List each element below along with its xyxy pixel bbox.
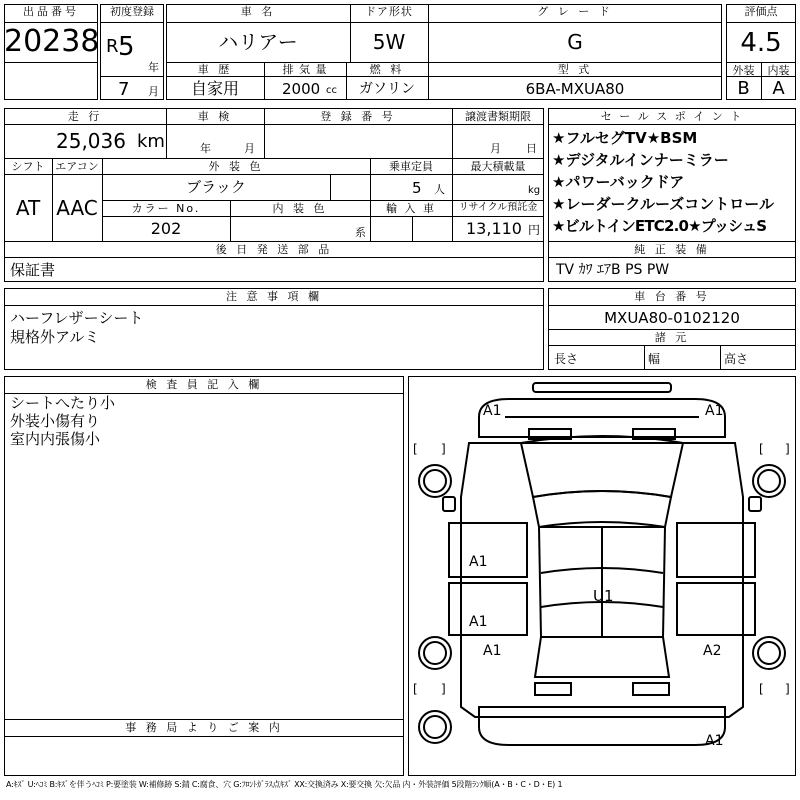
month-unit: 月	[148, 85, 159, 98]
reg-number-label: 登 録 番 号	[320, 110, 396, 123]
exterior-score: B	[737, 78, 750, 99]
sales-point-item: ★レーダークルーズコントロール	[552, 195, 774, 213]
interior-color-label: 内 装 色	[272, 202, 328, 215]
svg-text:[: [	[413, 442, 418, 456]
mark-right-rear: A2	[703, 643, 722, 659]
shift-label: シフト	[11, 160, 45, 173]
color-number: 202	[150, 219, 182, 238]
mark-front-left: A1	[483, 403, 502, 419]
svg-text:[: [	[759, 442, 764, 456]
body-color: ブラック	[186, 178, 246, 196]
recycle-fee: 13,110	[466, 219, 522, 238]
dimensions-label: 諸 元	[654, 331, 690, 344]
exterior-label: 外装	[732, 64, 755, 77]
car-name: ハリアー	[218, 30, 298, 54]
interior-score: A	[772, 78, 785, 99]
inspection-label: 車 検	[197, 110, 233, 123]
equipment: TV ｶﾜ ｴｱB PS PW	[556, 262, 670, 278]
color-number-label: カラー No.	[131, 202, 201, 215]
displacement-label: 排 気 量	[282, 63, 328, 76]
fuel: ガソリン	[359, 81, 415, 97]
inspector-line: 室内内張傷小	[10, 430, 101, 448]
mileage-label: 走 行	[67, 110, 103, 123]
sales-points-label: セ ー ル ス ポ イ ン ト	[600, 110, 744, 123]
displacement: 2000	[282, 80, 321, 98]
history: 自家用	[190, 79, 239, 98]
mark-roof: U1	[593, 587, 614, 605]
chassis-number: MXUA80-0102120	[604, 309, 740, 327]
interior-label: 内装	[767, 64, 790, 77]
recycle-fee-unit: 円	[528, 223, 541, 237]
ac: AAC	[56, 196, 98, 220]
mark-left-rear: A1	[483, 643, 502, 659]
mark-left-rear-door: A1	[469, 614, 488, 630]
office-label: 事 務 局 よ り ご 案 内	[125, 721, 283, 734]
import-label: 輸 入 車	[386, 202, 436, 215]
height-label: 高さ	[724, 352, 749, 366]
svg-text:]: ]	[441, 442, 446, 456]
svg-text:[: [	[759, 682, 764, 696]
interior-color-unit: 系	[355, 226, 366, 239]
ac-label: エアコン	[55, 160, 99, 173]
mileage-unit: km	[137, 131, 165, 152]
door-type: 5W	[372, 30, 406, 54]
chassis-label: 車 台 番 号	[634, 290, 710, 303]
later-parts-label: 後 日 発 送 部 品	[215, 243, 333, 256]
notes-line: ハーフレザーシート	[10, 309, 144, 327]
inspection-year-unit: 年	[200, 142, 211, 155]
shift: AT	[15, 196, 41, 220]
capacity-label: 乗車定員	[389, 160, 433, 173]
displacement-unit: cc	[326, 85, 337, 96]
length-label: 長さ	[554, 352, 579, 366]
first-registration-label: 初度登録	[110, 5, 154, 18]
notes-line: 規格外アルミ	[10, 328, 100, 346]
inspector-line: 外装小傷有り	[10, 412, 101, 430]
transfer-day-unit: 日	[526, 142, 537, 155]
mark-rear: A1	[705, 733, 724, 749]
sales-point-item: ★フルセグTV★BSM	[552, 129, 698, 147]
lot-number-label: 出品番号	[23, 5, 79, 18]
history-label: 車 歴	[197, 63, 233, 76]
score-label: 評価点	[744, 5, 778, 18]
car-name-label: 車 名	[240, 5, 276, 18]
svg-text:]: ]	[441, 682, 446, 696]
transfer-month-unit: 月	[490, 142, 501, 155]
model-label: 型 式	[557, 63, 593, 76]
recycle-fee-label: リサイクル預託金	[458, 202, 538, 213]
svg-text:[: [	[413, 682, 418, 696]
max-load-label: 最大積載量	[470, 160, 526, 173]
fuel-label: 燃 料	[369, 63, 405, 76]
legend: A:ｷｽﾞ U:ﾍｺﾐ B:ｷｽﾞを伴うﾍｺﾐ P:要塗装 W:補修跡 S:錆 C:腐食、穴 G:ﾌﾛﾝﾄｶﾞﾗｽ点ｷｽﾞ XX:交換済み X:要交換 欠:欠品 内・外装評価 5段階ﾗﾝｸ順(A・B・C・D・E) 1	[6, 780, 563, 789]
sales-point-item: ★デジタルインナーミラー	[552, 151, 729, 169]
mileage: 25,036	[56, 129, 126, 153]
notes-label: 注 意 事 項 欄	[226, 290, 322, 303]
inspection-month-unit: 月	[244, 142, 255, 155]
first-reg-year: 5	[118, 32, 135, 62]
era: R	[106, 36, 119, 57]
width-label: 幅	[648, 352, 661, 366]
score: 4.5	[740, 28, 782, 58]
mark-front-right: A1	[705, 403, 724, 419]
svg-text:]: ]	[785, 442, 790, 456]
year-unit: 年	[148, 61, 159, 74]
equipment-label: 純 正 装 備	[634, 243, 710, 256]
capacity-unit: 人	[434, 183, 445, 196]
grade: G	[567, 30, 583, 54]
car-diagram	[408, 376, 796, 776]
svg-text:]: ]	[785, 682, 790, 696]
later-parts: 保証書	[10, 261, 56, 279]
body-color-label: 外 装 色	[208, 160, 264, 173]
grade-label: グ レ ー ド	[537, 5, 613, 18]
lot-number: 20238	[4, 24, 100, 59]
mark-left-front-door: A1	[469, 554, 488, 570]
transfer-deadline-label: 譲渡書類期限	[465, 110, 531, 123]
first-reg-month: 7	[118, 79, 130, 100]
capacity: 5	[412, 179, 422, 197]
inspector-line: シートへたり小	[10, 394, 116, 412]
sales-point-item: ★ビルトインETC2.0★プッシュS	[552, 217, 767, 235]
max-load-unit: kg	[528, 185, 541, 196]
model-code: 6BA-MXUA80	[525, 80, 625, 98]
sales-point-item: ★パワーバックドア	[552, 173, 685, 191]
inspector-label: 検 査 員 記 入 欄	[145, 378, 263, 391]
door-label: ドア形状	[365, 5, 413, 18]
